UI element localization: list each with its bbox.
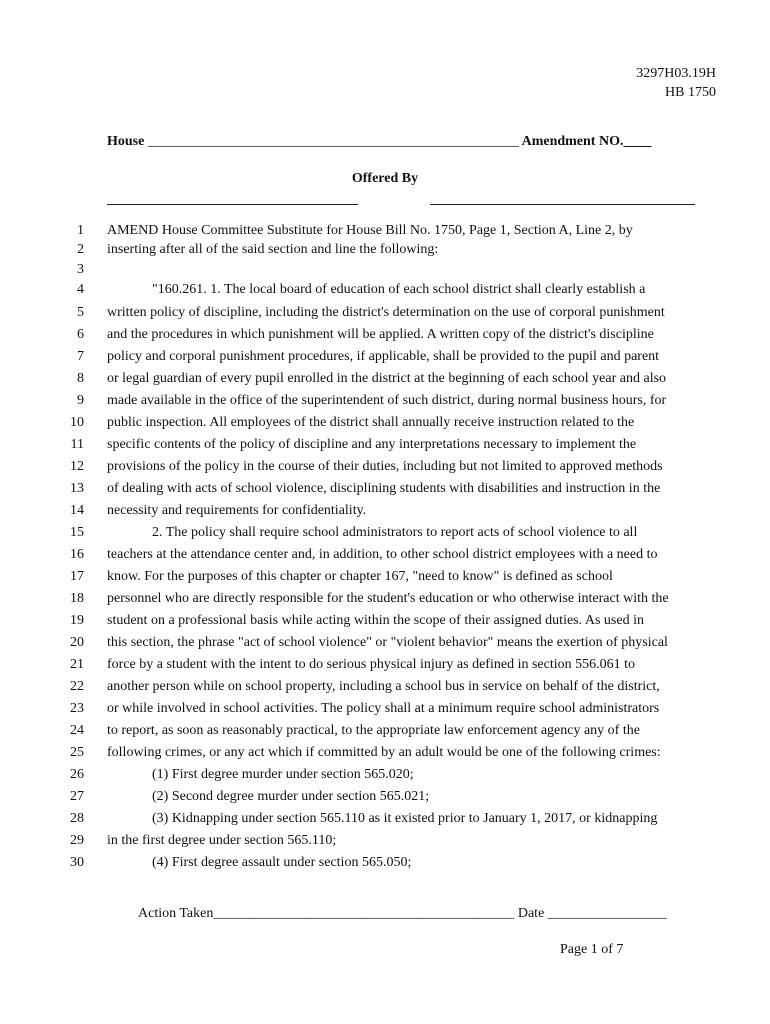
line-number: 16	[70, 547, 84, 562]
line-30	[0, 855, 770, 877]
page-number: Page 1 of 7	[560, 942, 624, 957]
line-text: 2. The policy shall require school administrators to report acts of school violence to all	[152, 525, 638, 540]
line-number: 9	[77, 393, 84, 408]
action-taken-blank: ___________________________________________	[213, 906, 515, 921]
line-number: 19	[70, 613, 84, 628]
line-17	[0, 569, 770, 591]
line-text: to report, as soon as reasonably practical, to the appropriate law enforcement agency any of the	[107, 723, 640, 738]
line-22	[0, 679, 770, 701]
line-text: or legal guardian of every pupil enrolled in the district at the beginning of each school year and also	[107, 371, 667, 386]
action-taken-label: Action Taken	[138, 906, 214, 921]
line-text: (3) Kidnapping under section 565.110 as it existed prior to January 1, 2017, or kidnapping	[152, 811, 658, 826]
line-number: 15	[70, 525, 84, 540]
line-text: policy and corporal punishment procedures, if applicable, shall be provided to the pupil and parent	[107, 349, 660, 364]
line-number: 4	[77, 282, 84, 297]
line-28	[0, 811, 770, 833]
line-18	[0, 591, 770, 613]
line-number: 12	[70, 459, 84, 474]
line-text: teachers at the attendance center and, in addition, to other school district employees with a need to	[107, 547, 658, 562]
action-taken-row	[138, 906, 667, 922]
line-26	[0, 767, 770, 789]
bill-code: 3297H03.19H	[636, 66, 716, 81]
line-number: 3	[77, 262, 84, 277]
house-label: House	[107, 134, 145, 149]
line-number: 2	[77, 242, 84, 257]
line-text: AMEND House Committee Substitute for House Bill No. 1750, Page 1, Section A, Line 2, by	[107, 223, 633, 238]
line-24	[0, 723, 770, 745]
offered-by-label: Offered By	[351, 171, 419, 186]
line-number: 21	[70, 657, 84, 672]
house-blank: _____________________________________________________	[147, 134, 519, 149]
line-text: another person while on school property, including a school bus in service on behalf of the district,	[107, 679, 660, 694]
line-number: 6	[77, 327, 84, 342]
line-number: 26	[70, 767, 84, 782]
line-7	[0, 349, 770, 371]
line-number: 24	[70, 723, 84, 738]
line-15	[0, 525, 770, 547]
line-number: 30	[70, 855, 84, 870]
line-text: this section, the phrase "act of school violence" or "violent behavior" means the exertion of physical	[107, 635, 668, 650]
line-6	[0, 327, 770, 349]
line-text: specific contents of the policy of discipline and any interpretations necessary to implement the	[107, 437, 637, 452]
line-12	[0, 459, 770, 481]
house-amendment-row	[107, 134, 651, 150]
line-11	[0, 437, 770, 459]
line-25	[0, 745, 770, 767]
line-text: know. For the purposes of this chapter or chapter 167, "need to know" is defined as school	[107, 569, 613, 584]
line-number: 11	[70, 437, 84, 452]
line-text: (2) Second degree murder under section 565.021;	[152, 789, 430, 804]
line-text: necessity and requirements for confidentiality.	[107, 503, 367, 518]
line-number: 23	[70, 701, 84, 716]
line-text: provisions of the policy in the course of their duties, including but not limited to approved methods	[107, 459, 663, 474]
line-number: 14	[70, 503, 84, 518]
line-number: 5	[77, 305, 84, 320]
line-16	[0, 547, 770, 569]
line-number: 8	[77, 371, 84, 386]
line-2	[0, 242, 770, 264]
line-10	[0, 415, 770, 437]
line-number: 1	[77, 223, 84, 238]
line-19	[0, 613, 770, 635]
line-text: or while involved in school activities. The policy shall at a minimum require school administrators	[107, 701, 660, 716]
line-text: inserting after all of the said section and line the following:	[107, 242, 439, 257]
line-5	[0, 305, 770, 327]
line-20	[0, 635, 770, 657]
line-number: 7	[77, 349, 84, 364]
line-text: personnel who are directly responsible for the student's education or who otherwise interact with the	[107, 591, 669, 606]
line-text: following crimes, or any act which if committed by an adult would be one of the following crimes:	[107, 745, 661, 760]
line-text: "160.261. 1. The local board of education of each school district shall clearly establish a	[152, 282, 646, 297]
bill-number: HB 1750	[665, 85, 716, 100]
line-27	[0, 789, 770, 811]
sponsor-signature-line-right	[430, 204, 695, 205]
date-blank: _________________	[547, 906, 667, 921]
line-text: and the procedures in which punishment will be applied. A written copy of the district's discipline	[107, 327, 654, 342]
line-text: written policy of discipline, including the district's determination on the use of corporal punishment	[107, 305, 665, 320]
line-text: force by a student with the intent to do serious physical injury as defined in section 556.061 to	[107, 657, 636, 672]
line-21	[0, 657, 770, 679]
line-number: 28	[70, 811, 84, 826]
sponsor-signature-line-left	[107, 204, 358, 205]
line-29	[0, 833, 770, 855]
amendment-label: Amendment NO.____	[521, 134, 652, 149]
line-number: 17	[70, 569, 84, 584]
line-9	[0, 393, 770, 415]
line-number: 29	[70, 833, 84, 848]
line-23	[0, 701, 770, 723]
line-number: 25	[70, 745, 84, 760]
line-text: in the first degree under section 565.110;	[107, 833, 337, 848]
line-text: (4) First degree assault under section 565.050;	[152, 855, 412, 870]
document-id	[636, 64, 716, 102]
line-number: 18	[70, 591, 84, 606]
line-number: 10	[70, 415, 84, 430]
line-text: made available in the office of the superintendent of such district, during normal business hours, for	[107, 393, 667, 408]
line-text: (1) First degree murder under section 565.020;	[152, 767, 414, 782]
line-4	[0, 282, 770, 304]
line-text: public inspection. All employees of the district shall annually receive instruction related to the	[107, 415, 635, 430]
line-14	[0, 503, 770, 525]
line-3	[0, 262, 770, 284]
date-label: Date	[517, 906, 545, 921]
line-8	[0, 371, 770, 393]
line-number: 13	[70, 481, 84, 496]
line-number: 27	[70, 789, 84, 804]
line-number: 22	[70, 679, 84, 694]
line-text: of dealing with acts of school violence, disciplining students with disabilities and instruction in the	[107, 481, 661, 496]
line-number: 20	[70, 635, 84, 650]
line-13	[0, 481, 770, 503]
line-text: student on a professional basis while acting within the scope of their assigned duties. As used in	[107, 613, 644, 628]
